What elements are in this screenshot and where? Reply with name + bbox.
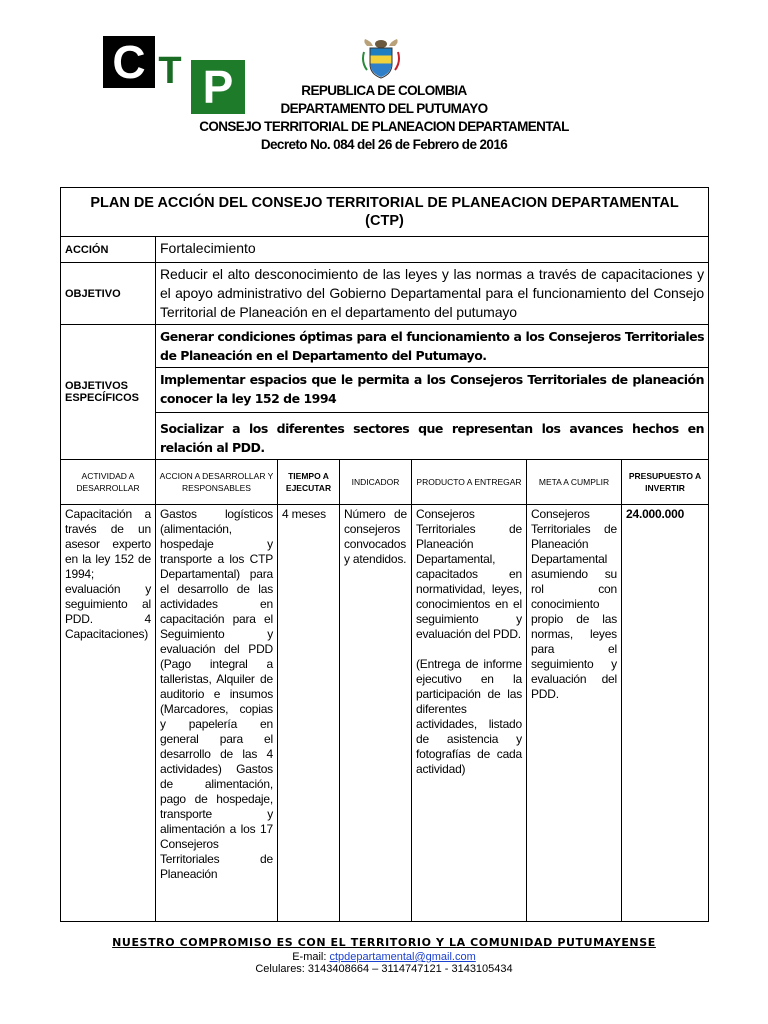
footer-email-line — [0, 951, 768, 963]
objetivo-especifico-1: Generar condiciones óptimas para el funcionamiento a los Consejeros Territoriales de Planeación en el Departamento del Putumayo. — [156, 325, 709, 368]
header-decree: Decreto No. 084 del 26 de Febrero de 2016 — [260, 137, 508, 152]
document-footer — [0, 936, 768, 975]
header-department: DEPARTAMENTO DEL PUTUMAYO — [280, 101, 488, 116]
col-accion: ACCION A DESARROLLAR Y RESPONSABLES — [156, 460, 278, 505]
cell-actividad: Capacitación a través de un asesor experto en la ley 152 de 1994; evaluación y seguimiento al PDD. 4 Capacitaciones) — [61, 505, 156, 922]
email-label: E-mail: — [292, 951, 330, 963]
footer-phones: Celulares: 3143408664 – 3114747121 - 3143105434 — [255, 963, 513, 975]
producto-text-2: (Entrega de informe ejecutivo en la participación de las diferentes actividades, listado de asistencia y fotografías de cada actividad) — [416, 657, 522, 776]
objetivo-especifico-2: Implementar espacios que le permita a los Consejeros Territoriales de planeación conocer la ley 152 de 1994 — [156, 368, 709, 413]
cell-producto — [412, 505, 527, 922]
logo-letter-t: T — [158, 50, 182, 92]
logo-letter-c: C — [103, 36, 155, 88]
col-actividad: ACTIVIDAD A DESARROLLAR — [61, 460, 156, 505]
header-country: REPUBLICA DE COLOMBIA — [301, 83, 467, 98]
action-plan-table — [60, 187, 709, 922]
footer-motto: NUESTRO COMPROMISO ES CON EL TERRITORIO Y LA COMUNIDAD PUTUMAYENSE — [112, 936, 656, 949]
col-tiempo: TIEMPO A EJECUTAR — [278, 460, 340, 505]
col-indicador: INDICADOR — [340, 460, 412, 505]
column-header-row — [61, 460, 709, 505]
col-meta: META A CUMPLIR — [527, 460, 622, 505]
col-presupuesto: PRESUPUESTO A INVERTIR — [622, 460, 709, 505]
accion-value: Fortalecimiento — [156, 237, 709, 263]
header-council: CONSEJO TERRITORIAL DE PLANEACION DEPARTAMENTAL — [199, 119, 569, 134]
objetivo-value: Reducir el alto desconocimiento de las leyes y las normas a través de capacitaciones y el apoyo administrativo del Gobierno Departamental para el funcionamiento del Consejo Territorial de Planeación en el departamento del putumayo — [156, 263, 709, 325]
objetivos-especificos-label: OBJETIVOS ESPECÍFICOS — [61, 325, 156, 460]
plan-title: PLAN DE ACCIÓN DEL CONSEJO TERRITORIAL DE PLANEACION DEPARTAMENTAL (CTP) — [61, 188, 709, 237]
cell-presupuesto: 24.000.000 — [622, 505, 709, 922]
table-row — [61, 505, 709, 922]
cell-accion: Gastos logísticos (alimentación, hospedaje y transporte a los CTP Departamental) para el desarrollo de las actividades en capacitación para el Seguimiento y evaluación del PDD (Pago integral a talleristas, Alquiler de auditorio e insumos (Marcadores, copias y papelería en general para el desarrollo de las 4 actividades) Gastos de alimentación, pago de hospedaje, transporte y alimentación a los 17 Consejeros Territoriales de Planeación — [156, 505, 278, 922]
cell-meta: Consejeros Territoriales de Planeación Departamental asumiendo su rol con conocimiento propio de las normas, leyes para el seguimiento y evaluación del PDD. — [527, 505, 622, 922]
logo-letter-p: P — [191, 60, 245, 114]
coat-of-arms-icon — [361, 38, 401, 80]
objetivo-label: OBJETIVO — [61, 263, 156, 325]
accion-label: ACCIÓN — [61, 237, 156, 263]
col-producto: PRODUCTO A ENTREGAR — [412, 460, 527, 505]
cell-indicador: Número de consejeros convocados y atendidos. — [340, 505, 412, 922]
cell-tiempo: 4 meses — [278, 505, 340, 922]
producto-text-1: Consejeros Territoriales de Planeación Departamental, capacitados en normatividad, leyes, conocimientos en el seguimiento y evaluación del PDD. — [416, 507, 522, 641]
objetivo-especifico-3: Socializar a los diferentes sectores que representan los avances hechos en relación al PDD. — [156, 413, 709, 460]
document-header — [0, 82, 768, 154]
email-link[interactable]: ctpdepartamental@gmail.com — [329, 951, 476, 963]
